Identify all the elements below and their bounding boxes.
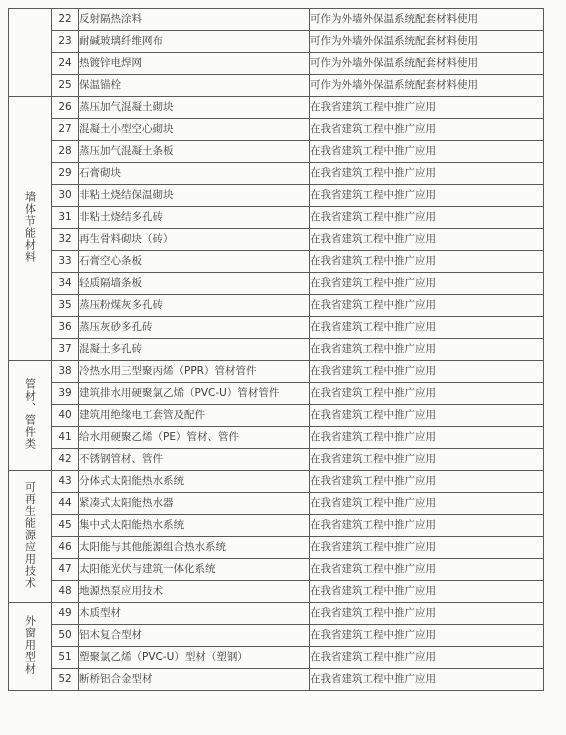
material-name: 轻质隔墙条板 (79, 273, 310, 295)
table-row (9, 97, 544, 119)
usage-note: 在我省建筑工程中推广应用 (310, 603, 544, 625)
usage-note: 在我省建筑工程中推广应用 (310, 383, 544, 405)
row-number: 49 (52, 603, 79, 625)
row-number: 23 (52, 31, 79, 53)
table-row (9, 119, 544, 141)
category-cell (9, 9, 52, 97)
material-name: 紧凑式太阳能热水器 (79, 493, 310, 515)
table-row (9, 625, 544, 647)
material-name: 太阳能与其他能源组合热水系统 (79, 537, 310, 559)
table-row (9, 559, 544, 581)
usage-note: 可作为外墙外保温系统配套材料使用 (310, 53, 544, 75)
table-row (9, 273, 544, 295)
category-cell (9, 471, 52, 603)
material-name: 热镀锌电焊网 (79, 53, 310, 75)
category-label: 外窗用型材 (23, 615, 37, 676)
table-row (9, 647, 544, 669)
row-number: 25 (52, 75, 79, 97)
material-name: 蒸压加气混凝土条板 (79, 141, 310, 163)
usage-note: 在我省建筑工程中推广应用 (310, 97, 544, 119)
usage-note: 可作为外墙外保温系统配套材料使用 (310, 31, 544, 53)
table-row (9, 383, 544, 405)
usage-note: 在我省建筑工程中推广应用 (310, 647, 544, 669)
row-number: 35 (52, 295, 79, 317)
usage-note: 在我省建筑工程中推广应用 (310, 163, 544, 185)
material-name: 不锈钢管材、管件 (79, 449, 310, 471)
row-number: 52 (52, 669, 79, 691)
table-row (9, 405, 544, 427)
usage-note: 在我省建筑工程中推广应用 (310, 273, 544, 295)
material-name: 铝木复合型材 (79, 625, 310, 647)
usage-note: 在我省建筑工程中推广应用 (310, 251, 544, 273)
material-name: 非粘土烧结保温砌块 (79, 185, 310, 207)
material-name: 集中式太阳能热水系统 (79, 515, 310, 537)
category-label: 可再生能源应用技术 (23, 481, 37, 590)
usage-note: 在我省建筑工程中推广应用 (310, 405, 544, 427)
material-name: 断桥铝合金型材 (79, 669, 310, 691)
usage-note: 在我省建筑工程中推广应用 (310, 669, 544, 691)
materials-table (8, 8, 544, 691)
row-number: 42 (52, 449, 79, 471)
row-number: 31 (52, 207, 79, 229)
category-cell (9, 603, 52, 691)
row-number: 29 (52, 163, 79, 185)
table-row (9, 515, 544, 537)
material-name: 再生骨料砌块（砖） (79, 229, 310, 251)
category-label: 墙体节能材料 (23, 191, 37, 264)
material-name: 混凝土多孔砖 (79, 339, 310, 361)
table-row (9, 31, 544, 53)
material-name: 蒸压粉煤灰多孔砖 (79, 295, 310, 317)
row-number: 27 (52, 119, 79, 141)
usage-note: 在我省建筑工程中推广应用 (310, 361, 544, 383)
row-number: 32 (52, 229, 79, 251)
table-row (9, 9, 544, 31)
material-name: 非粘土烧结多孔砖 (79, 207, 310, 229)
table-row (9, 581, 544, 603)
row-number: 30 (52, 185, 79, 207)
usage-note: 在我省建筑工程中推广应用 (310, 339, 544, 361)
table-row (9, 537, 544, 559)
usage-note: 在我省建筑工程中推广应用 (310, 515, 544, 537)
row-number: 44 (52, 493, 79, 515)
row-number: 48 (52, 581, 79, 603)
row-number: 33 (52, 251, 79, 273)
row-number: 28 (52, 141, 79, 163)
category-cell (9, 97, 52, 361)
material-name: 蒸压加气混凝土砌块 (79, 97, 310, 119)
material-name: 分体式太阳能热水系统 (79, 471, 310, 493)
material-name: 木质型材 (79, 603, 310, 625)
row-number: 24 (52, 53, 79, 75)
material-name: 耐碱玻璃纤维网布 (79, 31, 310, 53)
usage-note: 在我省建筑工程中推广应用 (310, 295, 544, 317)
usage-note: 在我省建筑工程中推广应用 (310, 449, 544, 471)
row-number: 45 (52, 515, 79, 537)
material-name: 反射隔热涂料 (79, 9, 310, 31)
row-number: 34 (52, 273, 79, 295)
material-name: 混凝土小型空心砌块 (79, 119, 310, 141)
row-number: 40 (52, 405, 79, 427)
row-number: 22 (52, 9, 79, 31)
table-row (9, 493, 544, 515)
table-row (9, 361, 544, 383)
material-name: 石膏砌块 (79, 163, 310, 185)
table-row (9, 185, 544, 207)
material-name: 塑聚氯乙烯（PVC-U）型材（塑钢） (79, 647, 310, 669)
material-name: 建筑用绝缘电工套管及配件 (79, 405, 310, 427)
usage-note: 在我省建筑工程中推广应用 (310, 119, 544, 141)
materials-table-body (9, 9, 544, 691)
table-row (9, 163, 544, 185)
table-row (9, 317, 544, 339)
table-row (9, 427, 544, 449)
row-number: 26 (52, 97, 79, 119)
usage-note: 在我省建筑工程中推广应用 (310, 625, 544, 647)
material-name: 石膏空心条板 (79, 251, 310, 273)
usage-note: 可作为外墙外保温系统配套材料使用 (310, 75, 544, 97)
table-row (9, 53, 544, 75)
material-name: 保温锚栓 (79, 75, 310, 97)
table-row (9, 207, 544, 229)
usage-note: 可作为外墙外保温系统配套材料使用 (310, 9, 544, 31)
usage-note: 在我省建筑工程中推广应用 (310, 141, 544, 163)
row-number: 37 (52, 339, 79, 361)
material-name: 冷热水用三型聚丙烯（PPR）管材管件 (79, 361, 310, 383)
row-number: 51 (52, 647, 79, 669)
usage-note: 在我省建筑工程中推广应用 (310, 559, 544, 581)
usage-note: 在我省建筑工程中推广应用 (310, 471, 544, 493)
table-row (9, 449, 544, 471)
table-row (9, 339, 544, 361)
material-name: 地源热泵应用技术 (79, 581, 310, 603)
table-row (9, 295, 544, 317)
table-row (9, 75, 544, 97)
table-row (9, 603, 544, 625)
row-number: 50 (52, 625, 79, 647)
usage-note: 在我省建筑工程中推广应用 (310, 537, 544, 559)
material-name: 太阳能光伏与建筑一体化系统 (79, 559, 310, 581)
row-number: 46 (52, 537, 79, 559)
row-number: 43 (52, 471, 79, 493)
table-row (9, 229, 544, 251)
row-number: 38 (52, 361, 79, 383)
table-row (9, 251, 544, 273)
table-row (9, 141, 544, 163)
category-label: 管材、管件类 (23, 378, 37, 451)
usage-note: 在我省建筑工程中推广应用 (310, 581, 544, 603)
usage-note: 在我省建筑工程中推广应用 (310, 493, 544, 515)
table-row (9, 669, 544, 691)
row-number: 47 (52, 559, 79, 581)
usage-note: 在我省建筑工程中推广应用 (310, 185, 544, 207)
row-number: 39 (52, 383, 79, 405)
category-cell (9, 361, 52, 471)
table-row (9, 471, 544, 493)
material-name: 建筑排水用硬聚氯乙烯（PVC-U）管材管件 (79, 383, 310, 405)
row-number: 36 (52, 317, 79, 339)
usage-note: 在我省建筑工程中推广应用 (310, 207, 544, 229)
material-name: 给水用硬聚乙烯（PE）管材、管件 (79, 427, 310, 449)
usage-note: 在我省建筑工程中推广应用 (310, 229, 544, 251)
usage-note: 在我省建筑工程中推广应用 (310, 317, 544, 339)
usage-note: 在我省建筑工程中推广应用 (310, 427, 544, 449)
material-name: 蒸压灰砂多孔砖 (79, 317, 310, 339)
row-number: 41 (52, 427, 79, 449)
